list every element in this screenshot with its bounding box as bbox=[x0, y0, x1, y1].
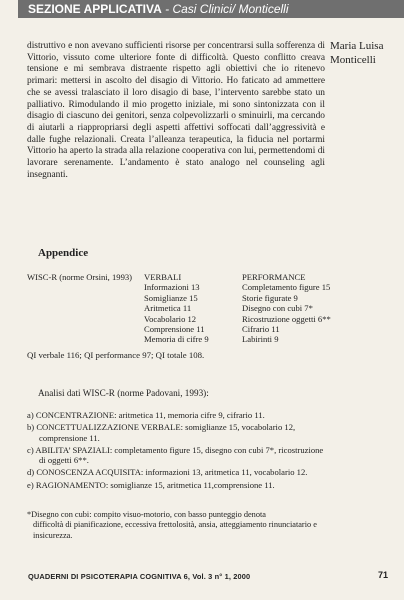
author-last-name: Monticelli bbox=[330, 53, 376, 66]
item-text: : completamento figure 15, disegno con cubi 7*, ricostruzione di oggetti 6**. bbox=[39, 444, 324, 466]
qi-summary: QI verbale 116; QI performance 97; QI totale 108. bbox=[27, 350, 205, 360]
item-letter: c) bbox=[27, 444, 34, 455]
table-cell: Storie figurate 9 bbox=[242, 292, 298, 303]
item-label: CONCETTUALIZZAZIONE VERBALE bbox=[36, 422, 181, 433]
table-cell: Comprensione 11 bbox=[144, 323, 205, 334]
author-first-name: Maria Luisa bbox=[330, 40, 384, 52]
list-item bbox=[27, 467, 325, 478]
item-letter: a) bbox=[27, 410, 34, 420]
body-paragraph: distruttivo e non avevano sufficienti risorse per concentrarsi sulla sofferenza di Vittorio, vissuto come ulteriore fonte di difficoltà. Questo conflitto creava tensione e mi sembrava distraente rispetto agli obiettivi che io ritenevo primari: mettersi in ascolto del disagio di Vittorio. Ho faticato ad ammettere che se avessi tralasciato il loro disagio di base, l’intervento sarebbe stato un palliativo. Rimodulando il mio progetto iniziale, mi sono sintonizzata con il disagio di ciascuno dei genitori, senza colpevolizzarli o sminuirli, ma cercando di aiutarli a riappropriarsi degli aspetti affettivi soffocati dall’aggressività e dalle fughe relazionali. Creata l’alleanza terapeutica, la fiducia nel portarmi Vittorio ha aperto la strada alla relazione cooperativa con lui, permettendomi di lavorare serenamente. L’andamento è stato analogo nel counseling agli insegnanti. bbox=[27, 41, 325, 180]
table-cell: Vocabolario 12 bbox=[144, 313, 197, 324]
table-cell: VERBALI bbox=[144, 272, 182, 282]
list-item bbox=[27, 445, 325, 466]
page-number: 71 bbox=[378, 570, 389, 580]
item-letter: b) bbox=[27, 422, 35, 433]
analysis-list bbox=[27, 410, 325, 492]
footnote-continuation: difficoltà di pianificazione, eccessiva frettolosità, ansia, atteggiamento rinunciatario e insicurezza. bbox=[33, 520, 317, 540]
table-cell: Labirinti 9 bbox=[242, 334, 279, 345]
table-cell: Ricostruzione oggetti 6** bbox=[242, 313, 331, 324]
table-cell: Cifrario 11 bbox=[242, 323, 280, 334]
list-item bbox=[27, 410, 325, 421]
table-cell: Disegno con cubi 7* bbox=[242, 303, 313, 314]
item-text: : somiglianze 15, aritmetica 11,comprensione 11. bbox=[105, 479, 275, 490]
table-cell: Aritmetica 11 bbox=[144, 303, 192, 314]
table-cell: WISC-R (norme Orsini, 1993) bbox=[27, 272, 133, 282]
footnote-first-line: *Disegno con cubi: compito visuo-motorio, con basso punteggio denota bbox=[27, 510, 266, 519]
section-title: SEZIONE APPLICATIVA bbox=[28, 2, 162, 16]
item-label: ABILITA’ SPAZIALI bbox=[35, 444, 110, 455]
item-text: : informazioni 13, aritmetica 11, vocabolario 12. bbox=[140, 467, 308, 478]
section-separator: - bbox=[161, 2, 173, 16]
section-subtitle: Casi Clinici/ Monticelli bbox=[172, 2, 289, 16]
item-text: : somiglianze 15, vocabolario 12, comprensione 11. bbox=[39, 422, 296, 443]
table-cell: PERFORMANCE bbox=[242, 272, 306, 282]
section-header bbox=[18, 0, 404, 18]
table-cell: Completamento figure 15 bbox=[242, 282, 331, 293]
table-cell: Informazioni 13 bbox=[144, 282, 200, 293]
appendix-heading: Appendice bbox=[38, 247, 89, 259]
item-label: RAGIONAMENTO bbox=[35, 479, 106, 490]
author-name bbox=[330, 40, 402, 67]
table-cell: Memoria di cifre 9 bbox=[144, 334, 209, 345]
list-item bbox=[27, 422, 325, 443]
table-cell: Somiglianze 15 bbox=[144, 292, 198, 303]
footnote bbox=[27, 510, 325, 541]
item-letter: e) bbox=[27, 479, 34, 490]
item-label: CONCENTRAZIONE bbox=[35, 410, 115, 420]
analysis-heading: Analisi dati WISC-R (norme Padovani, 1993): bbox=[38, 388, 209, 398]
journal-footer: QUADERNI DI PSICOTERAPIA COGNITIVA 6, Vol. 3 n° 1, 2000 bbox=[28, 572, 251, 581]
list-item bbox=[27, 480, 325, 491]
item-letter: d) bbox=[27, 467, 35, 478]
item-label: CONOSCENZA ACQUISITA bbox=[36, 467, 141, 478]
item-text: : aritmetica 11, memoria cifre 9, cifrario 11. bbox=[114, 410, 265, 420]
